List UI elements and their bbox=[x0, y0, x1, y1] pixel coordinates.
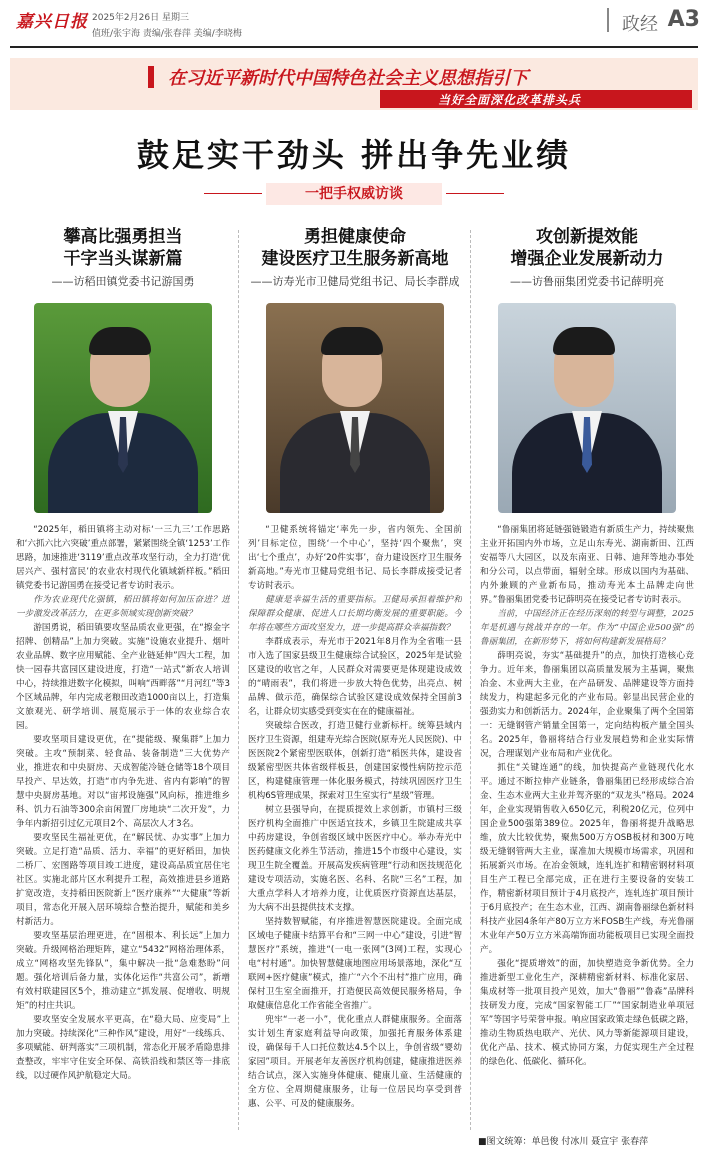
article-title-line-1: 勇担健康使命 bbox=[304, 227, 406, 247]
portrait-photo bbox=[498, 303, 676, 513]
article-paragraph: 坚持数智赋能，有序推进智慧医院建设。全面完成区域电子健康卡结算平台和“三网一中心”建设，引进“智慧医疗”系统，推进“(一电一张网”(3网)工程，实现心电“村村通”。加快智慧健康地图应用场景落地，深化“互联网+医疗健康”模式，推广“六个不出村”推广应用，确保村卫生室全面推开，打造便民高效便民服务格局，争取健康信息化工作省能全省推广。 bbox=[248, 917, 462, 1011]
article-paragraph: 要攻坚民生福祉更优，在“解民忧、办实事”上加力突破。立足打造“品质、活力、幸福”的更好稻田，加快二桥厂、宏图路等项目竣工进度，建设高品质宜居住宅社区。实施北部片区水利提升工程，高效推进县乡道路扩宽改造，支持稻田医院新上“医疗康养”“大健康”等新项目，常态化开展入居环境综合整治提升，赋能和美乡村新活力。 bbox=[16, 833, 230, 927]
article-column-3 bbox=[480, 226, 694, 1131]
interview-question: 健康是幸福生活的重要指标。卫健局承担着维护和保障群众健康、促进人口长期均衡发展的重要职能。今年将在哪些方面攻坚发力，进一步提高群众幸福指数？ bbox=[248, 595, 462, 633]
header-rule bbox=[10, 46, 698, 48]
credits-text: ■图文统筹：单邑俊 付冰川 聂宣宇 张春萍 bbox=[478, 1137, 649, 1147]
editors-line: 值班/张宇海 责编/张春萍 美编/李晓梅 bbox=[92, 29, 242, 39]
photo-credits bbox=[478, 1134, 648, 1147]
article-paragraph: 游国勇说，稻田镇要攻坚品质农业更强，在“擦金字招牌、创精品”上加力突破。实施“设施农业提升、烟叶农业品牌、数字应用赋能、全产业链延伸”四大工程，加快一园春共富园区建设进度，打造“一站式”新农人培训中心，持续推进数字化模拟，叫响“西畔落”“月河红”等3个区域品牌，年内完成老粮田改造1000亩以上，打造集文旅观光、研学培训、展览展示于一体的农业综合农园。 bbox=[16, 623, 230, 731]
article-paragraph: 强化“提质增效”的面，加快塑造竞争新优势。全力推进新型工业化生产，深耕精密新材料、标准化家居、集成材等一批项目投产见效，加大“鲁丽”“鲁森”品牌科技研发力度，完成“国家智能工厂”“国家制造业单项冠军”等国字号荣誉申报。响应国家政策走绿色低碳之路，推动生物质热电联产、光伏、风力等新能源项目建设，优化产品、技术、模式协同方案，力促实现生产全过程的绿色化、低碳化、循环化。 bbox=[480, 959, 694, 1067]
article-paragraph: 薛明亮说，夯实“基础提升”的点，加快打造核心竞争力。近年来，鲁丽集团以高质量发展为主基调，聚焦冶金、木业两大主业，在产品研发、品牌建设等方面持续发力，构建起多元化的产业布局。彰显出民营企业的强劲实力和创新活力。2024年，企业聚集了两个全国第一：无缝钢管产销量全国第一，定向结构板产量全国头名。2025年，鲁丽将结合行业发展趋势和企业实际情况，合理谋划产业布局和产业优化。 bbox=[480, 651, 694, 759]
article-paragraph: 要攻坚基层治理更进，在“固根本、利长远”上加力突破。升级网格治理矩阵，建立“5432”网格治理体系，成立“网格攻坚先锋队”，集中解决一批“急难愁盼”问题。强化培训后备力量，实体化运作“共富公司”，新增有效村联建园区5个，推动建立“抓发展、促增收、明规矩”的村庄共识。 bbox=[16, 931, 230, 1011]
article-paragraph: 抓住“关键连通”的线，加快提高产业链现代化水平。通过不断拉伸产业链条，鲁丽集团已经形成综合冶金、生态木业两大主业并驾齐驱的“双龙头”格局。2024年，企业实现销售收入650亿元，利税20亿元，位列中国企业500强第389位。2025年，鲁丽将提升战略思维，放大比较优势，聚焦500万方OSB板材和300万吨级无缝钢管两大主业，谋准加大规模市场需求，巩固和拓展新兴市场。在冶金领域，连轧连扩和精密钢材料项目生产工程已全部完成，正在进行主要设备的安装工作，精密新材项目预计于4月底投产，连轧连扩项目预计于6月底投产；在生态木业，江西、湖南鲁丽绿色新材料科技产业园4条年产80万立方米FOSB生产线，寿光鲁丽木业年产50万立方米高端饰面功能板项目已实现全面投产。 bbox=[480, 763, 694, 955]
banner-mark-icon bbox=[148, 66, 154, 88]
interview-question: 作为农业现代化强镇，稻田镇将如何加压奋进？进一步激发改革活力，在更多领域实现创新突破？ bbox=[16, 595, 230, 619]
banner-line-2: 当好全面深化改革排头兵 bbox=[438, 93, 582, 107]
main-headline: 鼓足实干劲头 拼出争先业绩 bbox=[136, 136, 572, 174]
article-paragraph: 要攻坚项目建设更优，在“提能级、聚集群”上加力突破。主攻“预制菜、轻食品、装备制造”三大优势产业，推进农和中央厨房、天成智能冷链仓储等18个项目早投产、早达效，打造“市内争先进、省内有影响”的智慧中央厨房基地。对以“宙邦设施强”风向标，推进维乡科、饥力石油等300余亩闲置厂房地块“二次开发”，力争年内新招引过亿元项目2个、高层次人才3名。 bbox=[16, 735, 230, 829]
article-column-1 bbox=[16, 226, 230, 1131]
theme-banner bbox=[10, 58, 698, 110]
date-line: 2025年2月26日 星期三 bbox=[92, 13, 189, 23]
article-body bbox=[248, 523, 462, 1111]
interviewee-line: ——访稻田镇党委书记游国勇 bbox=[51, 275, 195, 288]
article-paragraph: 突破综合医改，打造卫健行业新标杆。统筹县域内医疗卫生资源，组建寿光综合医院(原寿光人民医院)、中医医院2个紧密型医联体，创新打造“稻医共体，建设省级紧密型医共体省级样板县，创建国家慢性病防控示范区，构建健康管理一体化服务模式，持续巩固医疗卫生机构6S管理成果，探索对卫生室实行“星级”管理。 bbox=[248, 721, 462, 801]
article-column-2 bbox=[248, 226, 462, 1131]
section-name: 政经 bbox=[622, 14, 658, 35]
article-title-line-2: 建设医疗卫生服务新高地 bbox=[261, 249, 449, 269]
interview-question: 当前，中国经济正在经历深刻的转型与调整，2025年是机遇与挑战并存的一年。作为“中国企业500强”的鲁丽集团，在新形势下，将如何构建新发展格局？ bbox=[480, 609, 694, 647]
page-header bbox=[0, 0, 708, 52]
article-body bbox=[16, 523, 230, 1083]
masthead-logo: 嘉兴日报 bbox=[16, 12, 88, 32]
article-paragraph: “卫健系统将锚定‘率先一步，省内领先、全国前列’目标定位，围绕‘一个中心’，坚持‘四个聚焦’，突出‘七个重点’，办好‘20件实事’，奋力建设医疗卫生服务新高地。”寿光市卫健局党组书记、局长李群成接受记者专访时表示。 bbox=[248, 525, 462, 591]
column-divider bbox=[470, 230, 471, 1130]
article-paragraph: “2025年，稻田镇将主动对标‘一三九三’工作思路和‘六抓六比六突破’重点部署，紧紧围绕全镇‘1253’工作思路，加速推进‘3119’重点改革攻坚行动，全力打造‘优居兴产、强村富民’的农业农村现代化镇域新样板。”稻田镇党委书记游国勇在接受记者专访时表示。 bbox=[16, 525, 230, 591]
article-paragraph: “鲁丽集团将延链强链锻造有新质生产力，持续聚焦主业开拓国内外市场，立足山东寿光、湖南新田、江西安福等八大园区，以及东南亚、日韩、迪拜等地办事处和分公司，以点带面，辐射全球。形成以国内为基础、内外兼顾的产业新布局，推动寿光本土品牌走向世界。”鲁丽集团党委书记薛明亮在接受记者专访时表示。 bbox=[480, 525, 694, 605]
article-title-line-1: 攀高比强勇担当 bbox=[63, 227, 183, 247]
subtitle-tag: 一把手权威访谈 bbox=[266, 183, 442, 205]
article-paragraph: 要攻坚安全发展水平更高，在“稳大局、应变局”上加力突破。持续深化“三种作风”建设，用好“一线练兵、多项赋能、研判落实”三项机制，常态化开展矛盾隐患排查整改，牢牢守住安全环保、高铁沿线和禁区等一排底线，以过硬作风护航稳定大局。 bbox=[16, 1015, 230, 1081]
page-number: A3 bbox=[667, 7, 700, 32]
article-paragraph: 李群成表示，寿光市于2021年8月作为全省唯一县市入选了国家县级卫生健康综合试验区，2025年是试验区建设的收官之年，人民群众对需要更是体现建设成效的“晴雨表”，我们将进一步放大特色优势，出亮点、树品牌、做示范，确保综合试验区建设成效保持全国前3名，让群众切实感受到变实在在的健康福祉。 bbox=[248, 637, 462, 717]
article-body bbox=[480, 523, 694, 1069]
interviewee-line: ——访鲁丽集团党委书记薛明亮 bbox=[510, 275, 664, 288]
header-divider bbox=[607, 8, 609, 32]
article-title-line-2: 干字当头谋新篇 bbox=[63, 249, 183, 269]
portrait-photo bbox=[266, 303, 444, 513]
banner-line-1: 在习近平新时代中国特色社会主义思想指引下 bbox=[168, 68, 528, 89]
article-title-line-2: 增强企业发展新动力 bbox=[510, 249, 664, 269]
interviewee-line: ——访寿光市卫健局党组书记、局长李群成 bbox=[250, 275, 460, 288]
column-divider bbox=[238, 230, 239, 1130]
portrait-photo bbox=[34, 303, 212, 513]
article-paragraph: 兜牢“一老一小”，优化重点人群健康服务。全面落实计划生育家庭利益导向政策，加强托育服务体系建设，确保每千人口托位数达4.5个以上，争创省级“婴幼家园”项目。开展老年友善医疗机构创建，健康推进医养结合试点，深入实施身体健康、健康儿童、生活健康的全方位、全周期健康服务，让每一位居民均享受到普惠、公平、可及的健康服务。 bbox=[248, 1015, 462, 1109]
article-title-line-1: 攻创新提效能 bbox=[536, 227, 638, 247]
article-paragraph: 树立县强导向，在提质提效上求创新，市镇村三级医疗机构全面推广中医适宜技术，乡镇卫生院建成共享中药房建设，争创省级区域中医医疗中心。举办寿光中医药健康文化养生节活动，推进15个市级中心建设，实现卫生院全覆盖。开展高发疾病管理“行动和医技规范化建设专项活动，实施名医、名科、名院“三名”工程，加大重点学科人才培养力度，让优质医疗资源直达基层，为大病不出县提供技术支撑。 bbox=[248, 805, 462, 913]
